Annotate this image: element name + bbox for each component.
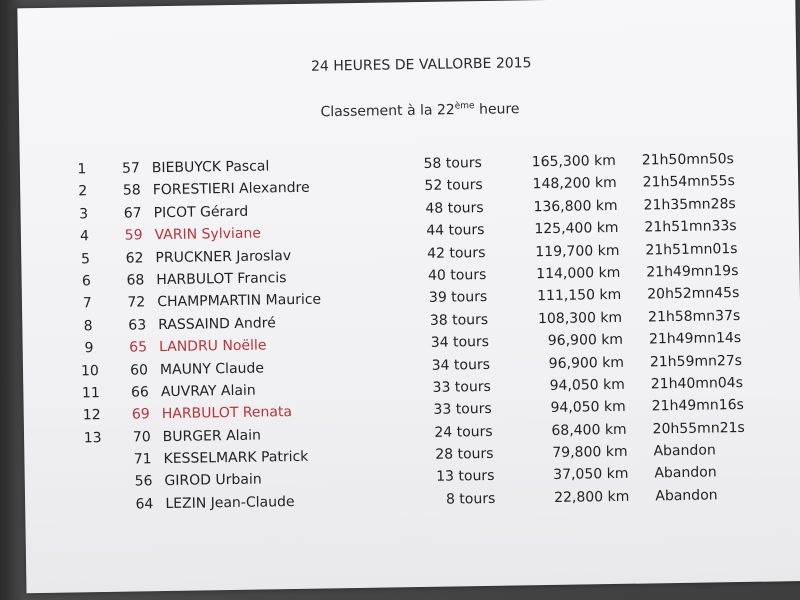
runner-name-cell: RASSAIND André [158, 315, 276, 333]
rank-cell: 6 [81, 273, 91, 290]
bib-number-cell: 71 [133, 451, 152, 468]
distance-cell: 119,700 km [535, 242, 620, 260]
runner-name-cell: PICOT Gérard [153, 203, 249, 221]
runner-name-cell: CHAMPMARTIN Maurice [157, 291, 322, 311]
time-cell: 21h59mn27s [649, 352, 743, 370]
distance-cell: 108,300 km [537, 309, 623, 327]
rank-cell: 2 [78, 183, 88, 200]
time-cell: 21h35mn28s [643, 195, 736, 214]
rank-cell: 9 [84, 340, 94, 357]
bib-number-cell: 57 [121, 160, 140, 177]
results-sheet [17, 0, 800, 593]
time-cell: Abandon [655, 487, 718, 505]
rank-cell: 1 [77, 161, 87, 178]
runner-name-cell: LANDRU Noëlle [158, 337, 267, 356]
bib-number-cell: 66 [130, 384, 150, 401]
runner-name-cell: MAUNY Claude [159, 360, 265, 378]
distance-cell: 37,050 km [553, 466, 629, 484]
laps-cell: 34 tours [430, 334, 490, 351]
distance-cell: 125,400 km [534, 220, 619, 238]
runner-name-cell: AUVRAY Alain [160, 382, 256, 401]
bib-number-cell: 70 [132, 428, 151, 446]
distance-cell: 111,150 km [537, 287, 622, 305]
laps-cell: 38 tours [429, 311, 489, 329]
distance-cell: 165,300 km [531, 152, 616, 171]
runner-name-cell: PRUCKNER Jaroslav [155, 247, 292, 266]
laps-cell: 24 tours [434, 423, 493, 441]
bib-number-cell: 68 [126, 272, 145, 289]
distance-cell: 22,800 km [554, 488, 630, 506]
laps-cell: 39 tours [428, 289, 488, 307]
laps-cell: 8 tours [445, 490, 496, 508]
laps-cell: 13 tours [436, 468, 495, 486]
distance-cell: 136,800 km [533, 197, 618, 216]
bib-number-cell: 72 [127, 294, 146, 311]
distance-cell: 79,800 km [552, 443, 628, 462]
time-cell: 21h50mn50s [641, 151, 735, 169]
rank-cell: 10 [80, 362, 100, 379]
bib-number-cell: 58 [122, 182, 141, 200]
distance-cell: 94,050 km [549, 376, 625, 394]
bib-number-cell: 56 [134, 473, 153, 491]
laps-cell: 48 tours [425, 199, 484, 217]
runner-name-cell: BIEBUYCK Pascal [151, 158, 270, 177]
time-cell: 21h40mn04s [650, 374, 744, 393]
distance-cell: 148,200 km [532, 175, 617, 193]
runner-name-cell: VARIN Sylviane [154, 225, 262, 244]
rank-cell: 11 [81, 384, 100, 402]
time-cell: 21h58mn37s [647, 307, 741, 326]
rank-cell: 4 [79, 228, 90, 245]
laps-cell: 40 tours [427, 266, 487, 284]
bib-number-cell: 60 [130, 361, 149, 379]
rank-cell: 3 [79, 206, 89, 223]
runner-name-cell: KESSELMARK Patrick [163, 448, 309, 468]
time-cell: 21h49mn14s [648, 330, 742, 348]
laps-cell: 34 tours [431, 356, 491, 374]
bib-number-cell: 59 [124, 227, 143, 244]
time-cell: Abandon [654, 464, 717, 482]
time-cell: 21h51mn33s [644, 218, 737, 236]
distance-cell: 96,900 km [547, 331, 624, 350]
rank-cell: 7 [82, 295, 92, 312]
subtitle-superscript: ème [454, 101, 475, 112]
time-cell: Abandon [653, 442, 716, 460]
results-table [72, 150, 778, 519]
time-cell: 21h54mn55s [642, 173, 735, 191]
laps-cell: 42 tours [427, 244, 486, 262]
distance-cell: 68,400 km [551, 421, 627, 439]
runner-name-cell: FORESTIERI Alexandre [152, 180, 310, 199]
bib-number-cell: 62 [125, 249, 144, 267]
time-cell: 21h49mn16s [651, 397, 744, 415]
laps-cell: 33 tours [433, 401, 492, 419]
distance-cell: 94,050 km [550, 399, 626, 417]
laps-cell: 52 tours [424, 177, 483, 195]
runner-name-cell: LEZIN Jean-Claude [165, 493, 295, 512]
bib-number-cell: 63 [128, 317, 147, 334]
distance-cell: 96,900 km [548, 354, 625, 372]
rank-cell: 5 [80, 250, 91, 267]
runner-name-cell: BURGER Alain [162, 427, 262, 445]
laps-cell: 58 tours [423, 155, 482, 172]
runner-name-cell: HARBULOT Francis [156, 270, 287, 289]
subtitle-suffix: heure [474, 101, 520, 118]
distance-cell: 114,000 km [536, 264, 621, 283]
laps-cell: 33 tours [432, 378, 491, 396]
bib-number-cell: 64 [135, 496, 154, 513]
bib-number-cell: 65 [129, 339, 148, 356]
runner-name-cell: HARBULOT Renata [161, 404, 293, 423]
laps-cell: 28 tours [435, 445, 494, 463]
time-cell: 20h52mn45s [647, 285, 740, 303]
bib-number-cell: 69 [131, 406, 150, 423]
time-cell: 20h55mn21s [652, 419, 745, 438]
rank-cell: 12 [82, 407, 101, 424]
document-subtitle [19, 96, 797, 125]
document-title: 24 HEURES DE VALLORBE 2015 [310, 55, 532, 75]
subtitle-prefix: Classement à la 22 [320, 102, 455, 121]
bib-number-cell: 67 [123, 205, 142, 222]
rank-cell: 8 [83, 317, 93, 335]
time-cell: 21h49mn19s [646, 262, 739, 281]
runner-name-cell: GIROD Urbain [164, 472, 262, 490]
time-cell: 21h51mn01s [645, 240, 738, 259]
laps-cell: 44 tours [426, 222, 485, 240]
rank-cell: 13 [83, 429, 102, 447]
